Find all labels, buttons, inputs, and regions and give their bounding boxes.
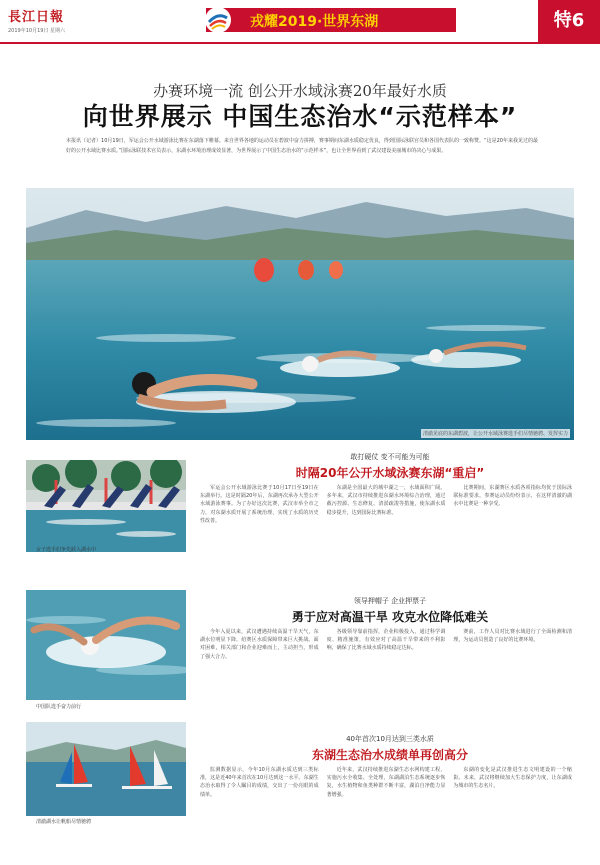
section-banner <box>206 8 456 32</box>
section-1-paragraph: 军运会公开水域游泳比赛于10月17日至19日在东湖举行。这是时隔20年后，东湖再次承办大型公开水域游泳赛事。为了办好这次比赛，武汉市举全市之力，对东湖水质开展了系统治理，实现了水质的历史性改善。 <box>200 485 319 524</box>
section-1-kicker: 敢打硬仗 变不可能为可能 <box>350 453 430 461</box>
side-photo-3 <box>26 722 186 816</box>
section-1-headline: 时隔20年公开水域泳赛东湖“重启” <box>295 466 485 480</box>
sailboats-photo <box>26 722 186 816</box>
photo-caption-2: 中国队选手奋力前行 <box>36 704 82 710</box>
section-1-paragraph: 比赛期间，东湖赛区水质各项指标均优于国际泳联标准要求。参赛运动员纷纷表示，在这样清澈的湖水中比赛是一种享受。 <box>453 485 573 508</box>
article-lead: 本报讯（记者）10月19日，军运会公开水域游泳比赛在东湖落下帷幕。来自世界各地的运动员在碧波中奋力拼搏，赛事期间东湖水质稳定优良，得到国际泳联官员和各国代表队的一致称赞。“这是20年来我见过的最好的公开水域比赛水质。”国际泳联技术官员表示，东湖水环境治理成效显著，为世界展示了中国生态治水的“示范样本”，也让全世界看到了武汉建设美丽城市的决心与成果。 <box>66 138 538 154</box>
section-2-headline: 勇于应对高温干旱 攻克水位降低难关 <box>291 610 489 624</box>
hero-photo <box>26 188 574 440</box>
section-2-kicker: 领导押帽子 企业押票子 <box>353 597 427 605</box>
section-2-paragraph: 各级领导靠前指挥，企业积极投入，通过科学调度、精准施策，有效应对了高温干旱带来的不利影响，确保了比赛水域水质持续稳定达标。 <box>326 629 446 652</box>
swimmers-lake-photo <box>26 188 574 440</box>
section-2-body <box>200 628 572 724</box>
masthead-rule <box>0 42 600 44</box>
masthead-left <box>8 6 65 34</box>
section-1-body <box>200 484 572 584</box>
section-1-paragraph: 东湖是全国最大的城中湖之一，水域面积广阔。多年来，武汉市持续推进东湖水环境综合治理，通过截污控源、生态修复、清淤疏浚等措施，使东湖水质稳步提升，达到国际比赛标准。 <box>326 485 446 516</box>
article-kicker: 办赛环境一流 创公开水域泳赛20年最好水质 <box>153 82 447 100</box>
divers-start-photo <box>26 460 186 552</box>
section-3-paragraph: 近年来，武汉持续推进东湖生态水网构建工程，实施污水全收集、全处理，东湖湖泊生态系统逐步恢复，水生植物和鱼类种群不断丰富，湖泊自净能力显著增强。 <box>326 767 446 798</box>
section-3-kicker: 40年首次10月达到三类水质 <box>346 735 434 743</box>
page-label: 特6 <box>538 0 600 42</box>
section-2-paragraph: 今年入夏以来，武汉遭遇持续高温干旱天气，东湖水位明显下降，给赛区水质保障带来巨大挑战。面对困难，相关部门和企业迎难而上，主动担当，形成了强大合力。 <box>200 629 319 660</box>
photo-caption-3: 清澈湖水让帆船尽情驰骋 <box>36 819 92 825</box>
article-headline: 向世界展示 中国生态治水“示范样本” <box>82 102 518 131</box>
swimmer-stroke-photo <box>26 590 186 700</box>
newspaper-name: 長江日報 <box>8 10 65 25</box>
section-3-paragraph: 东湖的变化是武汉推进生态文明建设的一个缩影。未来，武汉将继续加大生态保护力度，让东湖成为城市的生态名片。 <box>453 767 573 790</box>
masthead <box>0 0 600 42</box>
section-title: 戎耀2019·世界东湖 <box>250 14 379 30</box>
side-photo-1 <box>26 460 186 552</box>
issue-date: 2019年10月19日 星期六 <box>8 28 66 34</box>
games-logo-icon <box>204 6 232 34</box>
section-3-headline: 东湖生态治水成绩单再创高分 <box>311 748 468 762</box>
photo-caption-1: 女子选手们争先跃入湖水中 <box>36 547 97 553</box>
section-3-paragraph: 监测数据显示，今年10月东湖水质达到三类标准，这是近40年来首次在10月达到这一水平。东湖生态治水取得了令人瞩目的成绩，交出了一份亮眼的成绩单。 <box>200 767 319 798</box>
side-photo-2 <box>26 590 186 700</box>
hero-caption: 清澈见底的东湖碧波，让公开水域泳赛选手们尽情驰骋、发挥实力 <box>422 431 568 437</box>
section-2-paragraph: 赛前，工作人员对比赛水域进行了全面检测和清理，为运动员创造了良好的比赛环境。 <box>453 629 573 644</box>
section-3-body <box>200 766 572 856</box>
